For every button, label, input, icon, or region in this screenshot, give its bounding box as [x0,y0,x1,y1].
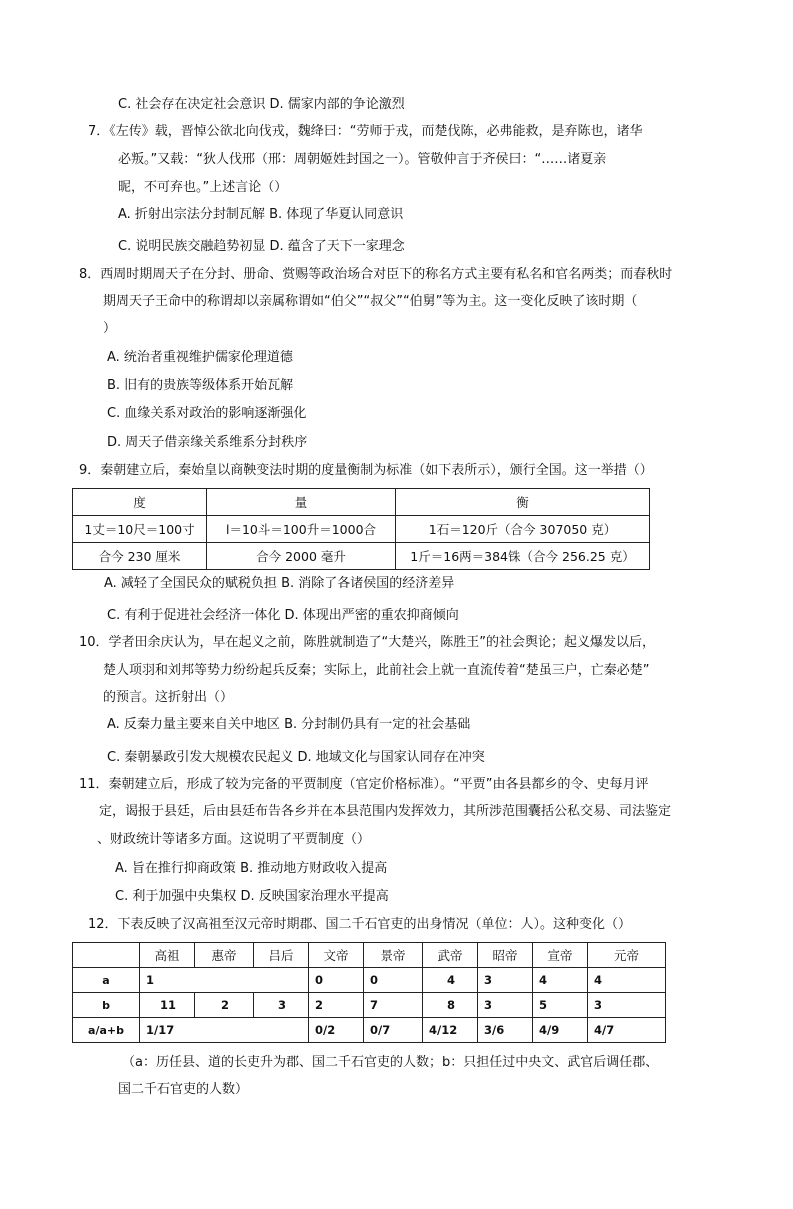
table-cell: 4/12 [423,1018,478,1043]
q8-option-c: C. 血缘关系对政治的影响逐渐强化 [107,406,307,421]
table-cell: 1丈＝10尺＝100寸 [73,516,207,543]
table-row [73,993,666,1018]
table-cell: 4/9 [533,1018,588,1043]
q8-option-b: B. 旧有的贵族等级体系开始瓦解 [107,378,294,393]
q10-stem-line1: 10．学者田余庆认为，早在起义之前，陈胜就制造了“大楚兴，陈胜王”的社会舆论；起义爆发以后， [79,635,656,650]
q8-stem-line2: 期周天子王命中的称谓却以亲属称谓如“伯父”“叔父”“伯舅”等为主。这一变化反映了该时期（ [103,294,638,309]
table-cell: 4 [588,968,666,993]
table-cell: 0 [309,968,364,993]
q11-options-row2 [115,888,389,906]
q10-option-a: A. 反秦力量主要来自关中地区 [107,717,280,732]
table-corner-cell [73,943,140,968]
q10-options-row2 [107,749,485,767]
q11-stem-line1: 11．秦朝建立后，形成了较为完备的平贾制度（官定价格标准）。“平贾”由各县都乡的令、史每月评 [79,777,649,792]
table-row [73,516,650,543]
q7-stem-line1: 7．《左传》载，晋悼公欲北向伐戎，魏绛曰：“劳师于戎，而楚伐陈，必弗能救，是弃陈也，诸华 [88,124,643,139]
q7-option-b: B. 体现了华夏认同意识 [269,207,404,222]
table-header-cell: 度 [73,489,207,516]
q6-option-d: D. 儒家内部的争论激烈 [269,97,405,112]
table-cell: 1石＝120斤（合今 307050 克） [396,516,650,543]
q6-options-row [118,96,405,114]
table-cell: 1斤＝16两＝384铢（合今 256.25 克） [396,543,650,570]
q7-options-row2 [118,238,405,256]
table-cell: 4/7 [588,1018,666,1043]
table-cell: 1 [140,968,309,993]
q7-stem-line2: 必叛。”又载：“狄人伐邢（邢：周朝姬姓封国之一）。管敬仲言于齐侯曰：“……诸夏亲 [118,152,607,167]
table-header-cell: 景帝 [364,943,423,968]
table-header-cell: 元帝 [588,943,666,968]
q9-option-a: A. 减轻了全国民众的赋税负担 [104,576,277,591]
table-row [73,543,650,570]
table-header-cell: 惠帝 [195,943,254,968]
table-cell: 2 [195,993,254,1018]
table-cell: 3 [588,993,666,1018]
q9-options-row1 [104,575,454,593]
table-header-cell: 量 [207,489,396,516]
q8-option-d: D. 周天子借亲缘关系维系分封秩序 [107,435,308,450]
row-label: a/a+b [73,1018,140,1043]
table-cell: 0/7 [364,1018,423,1043]
q7-options-row1 [118,206,403,224]
table-cell: 11 [140,993,195,1018]
table-cell: 2 [309,993,364,1018]
table-cell: 合今 230 厘米 [73,543,207,570]
q7-option-c: C. 说明民族交融趋势初显 [118,239,266,254]
q9-measures-table [72,488,650,570]
table-cell: 4 [423,968,478,993]
table-header-cell: 吕后 [254,943,309,968]
table-header-cell: 宣帝 [533,943,588,968]
q12-table-note-line1: （a：历任县、道的长吏升为郡、国二千石官吏的人数；b：只担任过中央文、武官后调任郡、 [122,1055,659,1070]
table-cell: 合今 2000 毫升 [207,543,396,570]
q11-option-c: C. 利于加强中央集权 [115,889,237,904]
q10-option-d: D. 地域文化与国家认同存在冲突 [297,750,485,765]
table-cell: 3 [254,993,309,1018]
table-cell: 1/17 [140,1018,309,1043]
q11-option-b: B. 推动地方财政收入提高 [240,861,388,876]
q6-option-c: C. 社会存在决定社会意识 [118,97,266,112]
table-row [73,968,666,993]
q11-options-row1 [115,860,387,878]
table-cell: 8 [423,993,478,1018]
q10-stem-line3: 的预言。这折射出（） [103,690,234,705]
q11-option-a: A. 旨在推行抑商政策 [115,861,236,876]
row-label: a [73,968,140,993]
q9-option-b: B. 消除了各诸侯国的经济差异 [281,576,455,591]
table-header-cell: 高祖 [140,943,195,968]
table-header-cell: 文帝 [309,943,364,968]
table-cell: 0 [364,968,423,993]
q7-option-d: D. 蕴含了天下一家理念 [269,239,405,254]
q8-stem-line1: 8．西周时期周天子在分封、册命、赏赐等政治场合对臣下的称名方式主要有私名和官名两类；而春秋时 [79,267,673,282]
table-header-row [73,489,650,516]
q12-officials-table [72,942,666,1043]
table-cell: l＝10斗＝100升＝1000合 [207,516,396,543]
q11-stem-line2: 定，谒报于县廷，后由县廷布告各乡并在本县范围内发挥效力，其所涉范围囊括公私交易、司法鉴定 [99,804,672,819]
q8-stem-line3: ） [103,321,117,336]
table-header-cell: 昭帝 [478,943,533,968]
table-cell: 3/6 [478,1018,533,1043]
q12-table-note-line2: 国二千石官吏的人数） [118,1082,249,1097]
table-cell: 5 [533,993,588,1018]
table-cell: 4 [533,968,588,993]
q9-option-d: D. 体现出严密的重农抑商倾向 [284,608,459,623]
q10-option-b: B. 分封制仍具有一定的社会基础 [284,717,471,732]
table-header-row [73,943,666,968]
q9-stem: 9．秦朝建立后，秦始皇以商鞅变法时期的度量衡制为标准（如下表所示），颁行全国。这一举措（） [79,463,653,478]
q9-options-row2 [107,607,459,625]
q8-option-a: A. 统治者重视维护儒家伦理道德 [107,350,293,365]
q10-stem-line2: 楚人项羽和刘邦等势力纷纷起兵反秦；实际上，此前社会上就一直流传着“楚虽三户，亡秦必楚” [103,663,650,678]
q7-stem-line3: 昵，不可弃也。”上述言论（） [118,180,288,195]
table-cell: 3 [478,968,533,993]
table-cell: 3 [478,993,533,1018]
q7-option-a: A. 折射出宗法分封制瓦解 [118,207,265,222]
table-cell: 7 [364,993,423,1018]
q10-options-row1 [107,716,470,734]
table-header-cell: 武帝 [423,943,478,968]
q9-option-c: C. 有利于促进社会经济一体化 [107,608,281,623]
row-label: b [73,993,140,1018]
table-header-cell: 衡 [396,489,650,516]
q11-stem-line3: 、财政统计等诸多方面。这说明了平贾制度（） [97,832,371,847]
table-cell: 0/2 [309,1018,364,1043]
table-row [73,1018,666,1043]
q10-option-c: C. 秦朝暴政引发大规模农民起义 [107,750,294,765]
q12-stem: 12．下表反映了汉高祖至汉元帝时期郡、国二千石官吏的出身情况（单位：人）。这种变化（） [88,917,632,932]
q11-option-d: D. 反映国家治理水平提高 [240,889,389,904]
